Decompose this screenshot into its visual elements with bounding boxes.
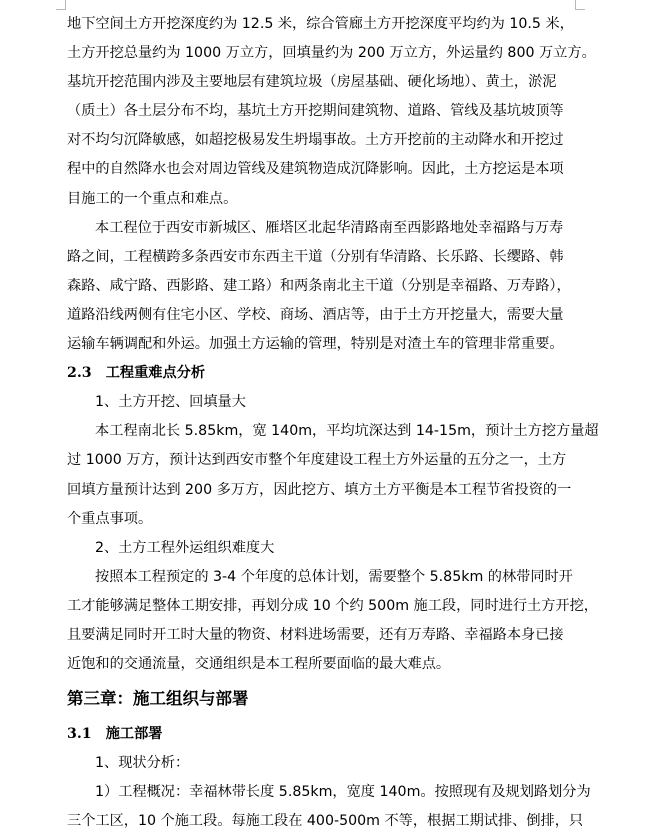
crop-mark-top-left-vertical	[65, 0, 66, 9]
text-line: 按照本工程预定的 3-4 个年度的总体计划，需要整个 5.85km 的林带同时开	[95, 568, 573, 585]
text-line: 且要满足同时开工时大量的物资、材料进场需要，还有万寿路、幸福路本身已接	[67, 626, 564, 643]
text-line: 回填方量预计达到 200 多万方，因此挖方、填方土方平衡是本工程节省投资的一	[67, 481, 572, 498]
text-line: 运输车辆调配和外运。加强土方运输的管理，特别是对渣土车的管理非常重要。	[67, 336, 564, 353]
text-line: 目施工的一个重点和难点。	[67, 190, 238, 207]
text-line: 本工程南北长 5.85km，宽 140m，平均坑深达到 14-15m，预计土方挖方量超	[95, 423, 599, 440]
section-heading-2-3	[67, 359, 572, 388]
crop-mark-top-left-horizontal	[56, 9, 66, 10]
item-title-status-analysis: 1、现状分析：	[95, 755, 190, 772]
text-line: 过 1000 万方，预计达到西安市整个年度建设工程土方外运量的五分之一，土方	[67, 452, 567, 469]
text-line: 土方开挖总量约为 1000 万立方，回填量约为 200 万立方，外运量约 800 万立方。	[67, 45, 596, 62]
text-line: 道路沿线两侧有住宅小区、学校、商场、酒店等，由于土方开挖量大，需要大量	[67, 306, 564, 323]
item-title-transport-difficulty: 2、土方工程外运组织难度大	[95, 539, 275, 556]
crop-mark-top-right-vertical	[575, 0, 576, 9]
text-line: 工才能够满足整体工期安排，再划分成 10 个约 500m 施工段，同时进行土方开挖，	[67, 597, 598, 614]
text-line: 个重点事项。	[67, 510, 153, 527]
text-line: 三个工区，10 个施工段。每施工段在 400-500m 不等，根据工期试排、倒排，只	[67, 813, 584, 830]
document-body	[67, 10, 599, 837]
paragraph-earthwork-volume	[67, 10, 596, 214]
paragraph-project-location	[67, 214, 572, 359]
text-line: 程中的自然降水也会对周边管线及建筑物造成沉降影响。因此，土方挖运是本项	[67, 161, 564, 178]
text-line: 近饱和的交通流量，交通组织是本工程所要面临的最大难点。	[67, 656, 451, 673]
section-title: 工程重难点分析	[105, 365, 206, 382]
text-line: （质土）各土层分布不均，基坑土方开挖期间建筑物、道路、管线及基坑坡顶等	[67, 103, 564, 120]
item-title-earthwork-volume: 1、土方开挖、回填量大	[95, 394, 246, 411]
chapter-heading-3: 第三章：施工组织与部署	[67, 689, 249, 709]
crop-mark-top-right-horizontal	[575, 9, 585, 10]
section-title: 施工部署	[105, 726, 163, 743]
text-line: 基坑开挖范围内涉及主要地层有建筑垃圾（房屋基础、硬化场地）、黄土，淤泥	[67, 74, 557, 91]
text-line: 地下空间土方开挖深度约为 12.5 米，综合管廊土方开挖深度平均约为 10.5 米，	[67, 16, 574, 32]
paragraph-project-overview	[67, 778, 591, 836]
section-number: 2.3	[67, 365, 92, 382]
section-number: 3.1	[67, 726, 92, 743]
text-line: 森路、咸宁路、西影路、建工路）和两条南北主干道（分别是幸福路、万寿路），	[67, 277, 571, 294]
paragraph-transport-detail	[67, 563, 598, 679]
paragraph-earthwork-detail	[67, 417, 599, 533]
section-heading-3-1	[67, 720, 572, 749]
text-line: 对不均匀沉降敏感，如超挖极易发生坍塌事故。土方开挖前的主动降水和开挖过	[67, 132, 564, 149]
text-line: 本工程位于西安市新城区、雁塔区北起华清路南至西影路地处幸福路与万寿	[95, 219, 564, 236]
text-line: 1）工程概况：幸福林带长度 5.85km，宽度 140m。按照现有及规划路划分为	[95, 784, 591, 801]
text-line: 路之间，工程横跨多条西安市东西主干道（分别有华清路、长乐路、长缨路、韩	[67, 248, 564, 265]
